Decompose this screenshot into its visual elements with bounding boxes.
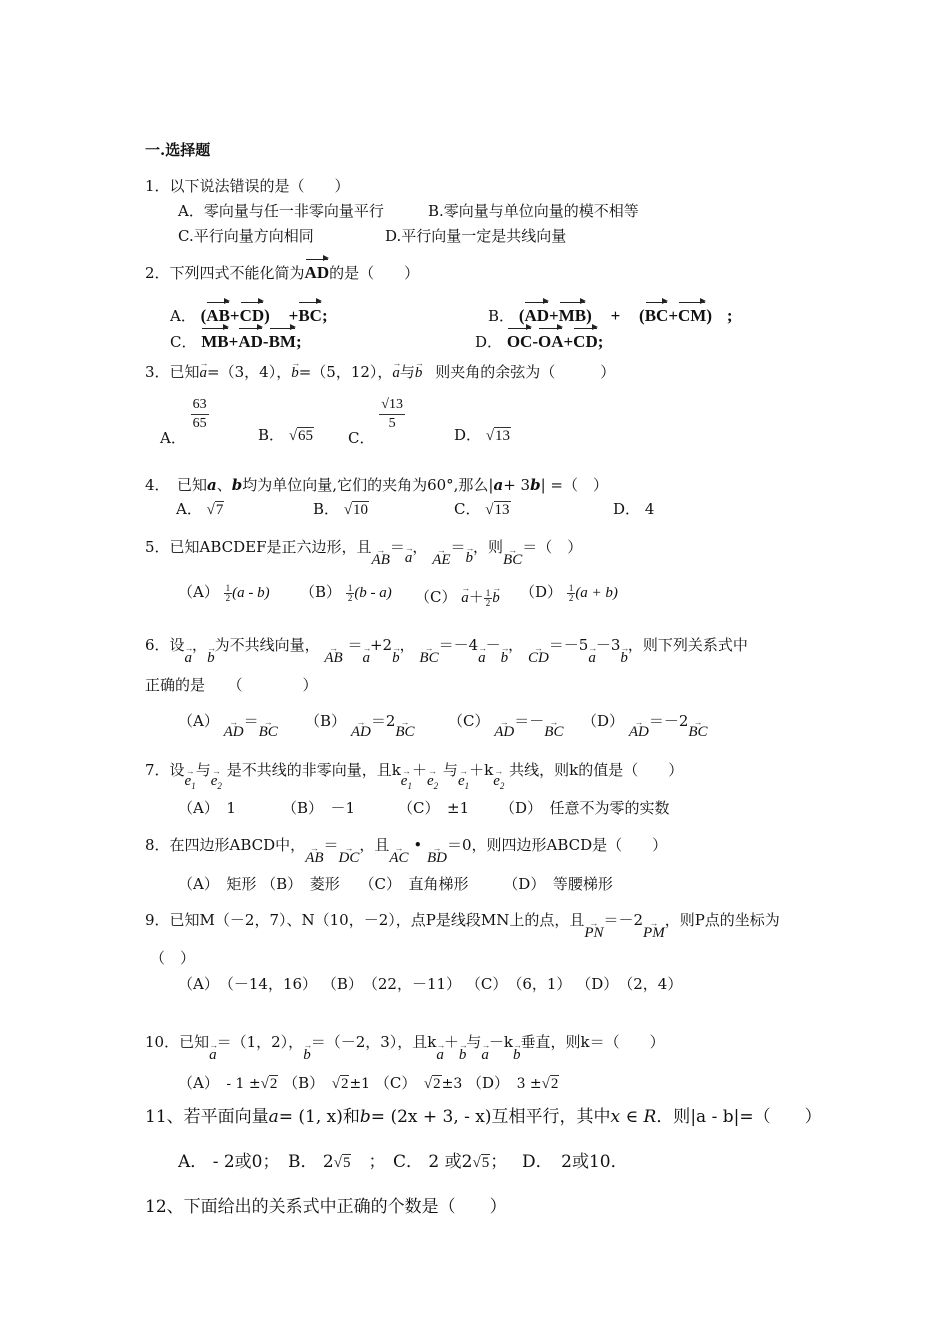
q9-options: （A） （－14，16） （B） （22，－11） （C） （6，1） （D） （2，4）: [178, 975, 683, 993]
q6-option-c: （C） → AD＝－→ BC: [448, 706, 563, 732]
q2-stem: 2．下列四式不能化简为AD的是（ ）: [145, 257, 419, 283]
q8-stem: 8．在四边形ABCD中，→ AB＝→ DC，且→ AC • → BD＝0，则四边形ABCD是（ ）: [145, 830, 667, 856]
q3-option-a: A． $\frac{63}{65}$: [160, 397, 207, 447]
vector-ad: AD: [305, 257, 330, 283]
q4-option-d: D． 4: [613, 500, 655, 518]
q8-options: （A） 矩形 （B） 菱形 （C） 直角梯形 （D） 等腰梯形: [178, 875, 613, 893]
q6-option-a: （A） → AD＝→ BC: [178, 706, 278, 732]
q7-option-c: （C） ±1: [398, 799, 470, 817]
q5-stem: 5．已知ABCDEF是正六边形，且→ AB＝→ a， → AE＝→ b，则→ BC＝（ ）: [145, 532, 582, 558]
q4-option-c: C． √13: [454, 500, 510, 518]
q7-option-d: （D） 任意不为零的实数: [500, 799, 670, 817]
q6-stem-cont: 正确的是 （ ）: [145, 676, 318, 694]
q10-stem: 10．已知→ a＝（1，2），→ b＝（－2，3），且k→ a＋→ b与→ a－k→ b垂直，则k＝（ ）: [145, 1027, 665, 1053]
q3-option-b: B． √65: [258, 426, 314, 444]
q7-option-a: （A） 1: [178, 799, 236, 817]
section-title: 一.选择题: [145, 141, 211, 159]
q2-option-d: D． OC-OA+CD;: [475, 326, 603, 352]
q4-option-a: A． √7: [176, 500, 224, 518]
q11-option-b: B． 2√5 ；: [288, 1152, 386, 1172]
q3-stem: 3．已知→ a=（3，4），→ b=（5，12），→ a与→ b 则夹角的余弦为（ ）: [145, 357, 615, 383]
q4-stem: 4． 已知a、b均为单位向量,它们的夹角为60°,那么|a+ 3b| =（ ）: [145, 476, 608, 494]
q1-stem: 1．以下说法错误的是（ ）: [145, 177, 350, 195]
q4-option-b: B． √10: [313, 500, 369, 518]
q10-options: （A） - 1 ±√2 （B） √2±1 （C） √2±3 （D） 3 ±√2: [178, 1074, 559, 1092]
q1-option-a: A．零向量与任一非零向量平行: [178, 202, 384, 220]
q7-stem: 7．设→ $e_1$与→ $e_2$ 是不共线的非零向量，且$k\to e_1+\to e_2$ 与→ $e_1+k\to e_2$ 共线，则k的值是（ ）: [145, 755, 683, 786]
q9-stem-cont: （ ）: [150, 949, 196, 967]
q3-option-c: C． $\frac{√13}{5}$: [348, 397, 403, 447]
q12-stem: 12、下面给出的关系式中正确的个数是（ ）: [145, 1197, 507, 1217]
q7-option-b: （B） －1: [282, 799, 356, 817]
q1-option-b: B.零向量与单位向量的模不相等: [428, 202, 639, 220]
q11-option-d: D． 2或10．: [522, 1152, 628, 1172]
q5-option-d: （D） $\frac{1}{2}$ (a + b): [520, 582, 618, 603]
q5-option-c: （C） → a＋ $\frac{1}{2}$ → b: [415, 582, 500, 608]
q9-stem: 9．已知M（－2，7）、N（10，－2），点P是线段MN上的点，且→ PN＝－2→ PM，则P点的坐标为: [145, 905, 780, 931]
q3-option-d: D． √13: [454, 426, 511, 444]
q11-stem: 11、若平面向量a= (1, x)和b= (2x + 3, - x)互相平行，其中x ∈ R．则|a - b|=（ ）: [145, 1107, 822, 1127]
q1-option-c: C.平行向量方向相同: [178, 227, 314, 245]
q5-option-b: （B） $\frac{1}{2}$ (b - a): [300, 582, 392, 603]
q2-option-c: C． MB+AD-BM;: [170, 326, 302, 352]
q11-option-c: C． 2 或2√5；: [393, 1152, 508, 1172]
q2-option-a: A． (AB+CD) +BC;: [170, 300, 328, 326]
q6-option-b: （B） → AD＝2→ BC: [305, 706, 415, 732]
q6-stem: 6．设→ a，→ b为不共线向量， → AB ＝→ a+2→ b， → BC＝－4→ a－→ b， → CD＝－5→ a－3→ b，则下列关系式中: [145, 630, 748, 656]
q11-option-a: A． - 2或0；: [178, 1152, 280, 1172]
q5-option-a: （A） $\frac{1}{2}$ (a - b): [178, 582, 270, 603]
q2-option-b: B． (AD+MB) + (BC+CM) ;: [488, 300, 732, 326]
q6-option-d: （D） → AD＝－2→ BC: [582, 706, 708, 732]
q1-option-d: D.平行向量一定是共线向量: [385, 227, 567, 245]
